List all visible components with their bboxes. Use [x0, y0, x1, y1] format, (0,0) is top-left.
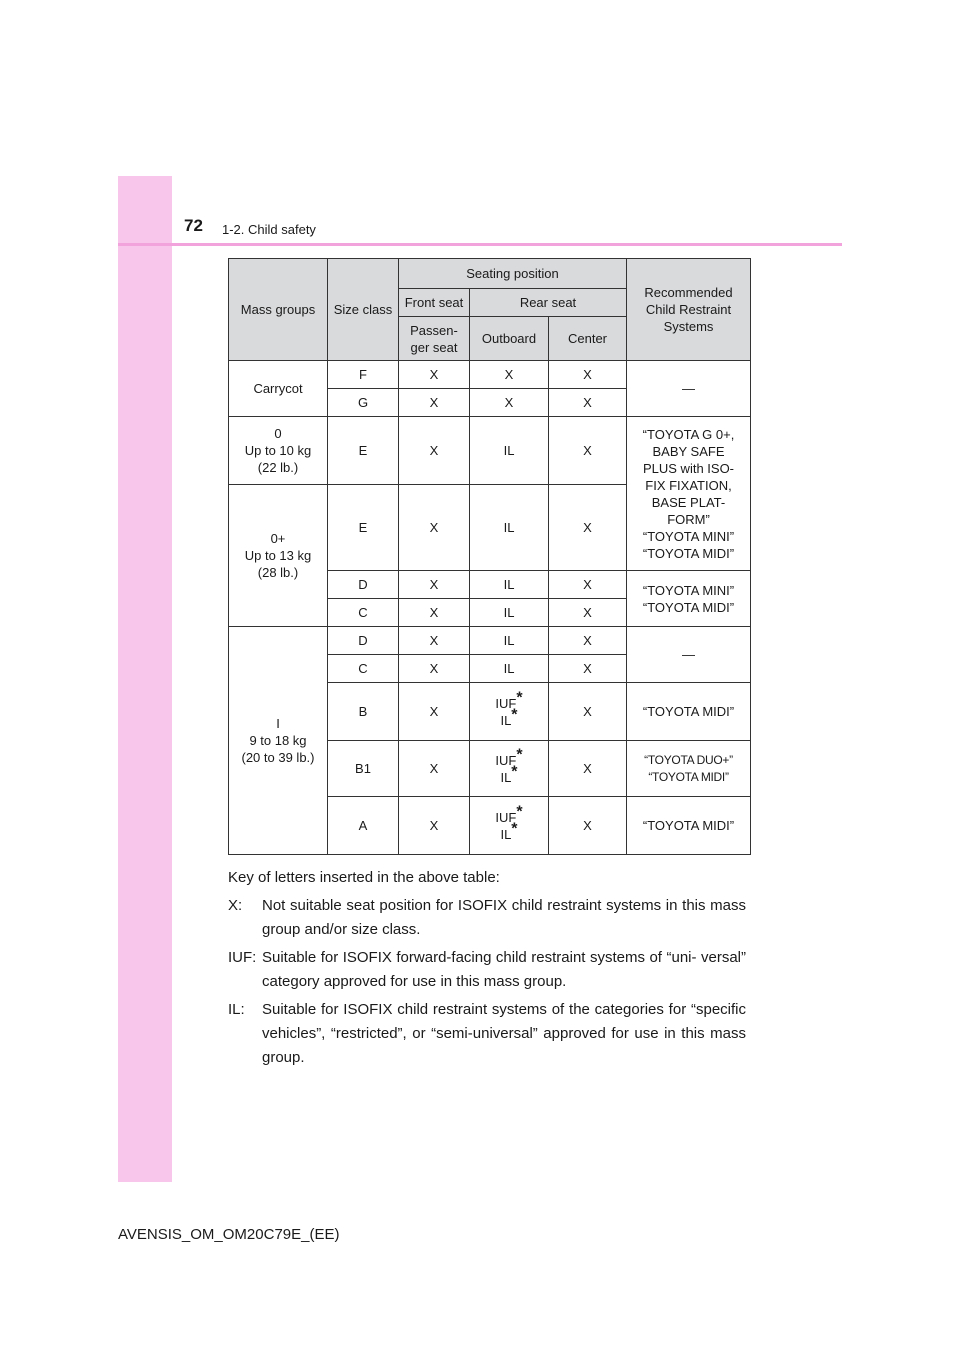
key-section: [228, 866, 746, 1070]
code-iuf: IUF: [495, 695, 517, 711]
outboard-cell: [470, 683, 549, 741]
outboard-cell: [470, 797, 549, 855]
table-row: [229, 361, 751, 389]
center-cell: X: [549, 571, 627, 599]
front-cell: X: [399, 683, 470, 741]
group-1: [229, 627, 328, 855]
outboard-cell: X: [470, 389, 549, 417]
center-cell: X: [549, 389, 627, 417]
key-desc: Suitable for ISOFIX child restraint systems of the categories for “specific vehicles”, “restricted”, or “semi-universal” approved for use in this mass group.: [262, 1001, 746, 1066]
group-0: [229, 417, 328, 485]
recommended-infant: [627, 417, 751, 571]
document-code: AVENSIS_OM_OM20C79E_(EE): [118, 1226, 340, 1243]
outboard-cell: X: [470, 361, 549, 389]
asterisk-mark: *: [516, 689, 523, 707]
center-cell: X: [549, 627, 627, 655]
recommended-a: “TOYOTA MIDI”: [627, 797, 751, 855]
recommended-line: “TOYOTA MINI”: [642, 582, 735, 598]
key-desc: Suitable for ISOFIX forward-facing child restraint systems of “uni- versal” category approved for use in this mass group.: [262, 949, 746, 990]
header-rule: [118, 243, 842, 246]
size-cell: A: [328, 797, 399, 855]
key-abbr: IL:: [228, 1001, 245, 1018]
key-abbr: IUF:: [228, 949, 257, 966]
size-cell: E: [328, 417, 399, 485]
key-desc: Not suitable seat position for ISOFIX child restraint systems in this mass group and/or size class.: [262, 897, 746, 938]
table-row: [229, 417, 751, 485]
front-cell: X: [399, 361, 470, 389]
size-cell: E: [328, 485, 399, 571]
group-carrycot: Carrycot: [229, 361, 328, 417]
header-outboard: Outboard: [470, 317, 549, 361]
recommended-line: PLUS with ISO-: [642, 460, 735, 476]
size-cell: C: [328, 599, 399, 627]
front-cell: X: [399, 627, 470, 655]
code-iuf: IUF: [495, 752, 517, 768]
code-il: IL: [500, 712, 512, 728]
code-iuf: IUF: [495, 809, 517, 825]
outboard-cell: IL: [470, 655, 549, 683]
recommended-line: “TOYOTA DUO+”: [644, 752, 733, 767]
header-mass-groups: Mass groups: [229, 259, 328, 361]
front-cell: X: [399, 599, 470, 627]
recommended-carrycot: —: [627, 361, 751, 417]
header-passenger-seat: Passen- ger seat: [399, 317, 470, 361]
isofix-table: [228, 258, 751, 855]
center-cell: X: [549, 797, 627, 855]
center-cell: X: [549, 655, 627, 683]
outboard-cell: IL: [470, 485, 549, 571]
front-cell: X: [399, 655, 470, 683]
key-item-il: [228, 998, 746, 1070]
group-0plus-name: 0+: [270, 531, 286, 546]
code-il: IL: [500, 826, 512, 842]
outboard-cell: IL: [470, 627, 549, 655]
header-rear-seat: Rear seat: [470, 289, 627, 317]
group-0plus-lb: (28 lb.): [257, 565, 299, 580]
code-il: IL: [500, 769, 512, 785]
header-recommended: Recommended Child Restraint Systems: [627, 259, 751, 361]
center-cell: X: [549, 485, 627, 571]
key-intro: Key of letters inserted in the above table:: [228, 869, 500, 886]
size-cell: D: [328, 627, 399, 655]
asterisk-mark: *: [511, 820, 518, 838]
section-title: 1-2. Child safety: [222, 222, 316, 237]
group-1-range: 9 to 18 kg: [249, 733, 307, 748]
front-cell: X: [399, 417, 470, 485]
center-cell: X: [549, 741, 627, 797]
outboard-cell: IL: [470, 599, 549, 627]
asterisk-mark: *: [516, 746, 523, 764]
recommended-line: BASE PLAT-: [651, 494, 726, 510]
recommended-line: “TOYOTA MINI”: [642, 528, 735, 544]
group-0plus-range: Up to 13 kg: [244, 548, 312, 563]
front-cell: X: [399, 389, 470, 417]
recommended-b: “TOYOTA MIDI”: [627, 683, 751, 741]
recommended-line: “TOYOTA G 0+,: [642, 426, 735, 442]
size-cell: D: [328, 571, 399, 599]
group-0-range: Up to 10 kg: [244, 443, 312, 458]
group-0-name: 0: [274, 426, 282, 441]
outboard-cell: IL: [470, 417, 549, 485]
recommended-line: “TOYOTA MIDI”: [642, 599, 735, 615]
center-cell: X: [549, 599, 627, 627]
size-cell: C: [328, 655, 399, 683]
asterisk-mark: *: [511, 763, 518, 781]
group-0plus: [229, 485, 328, 627]
size-cell: G: [328, 389, 399, 417]
key-abbr: X:: [228, 897, 243, 914]
group-1-name: I: [276, 716, 280, 731]
header-seating-position: Seating position: [399, 259, 627, 289]
asterisk-mark: *: [511, 706, 518, 724]
recommended-line: “TOYOTA MIDI”: [642, 545, 735, 561]
outboard-cell: [470, 741, 549, 797]
key-item-iuf: [228, 946, 746, 994]
header-center: Center: [549, 317, 627, 361]
group-1-lb: (20 to 39 lb.): [241, 750, 315, 765]
table-row: [229, 627, 751, 655]
recommended-b1: [627, 741, 751, 797]
center-cell: X: [549, 361, 627, 389]
front-cell: X: [399, 485, 470, 571]
recommended-line: “TOYOTA MIDI”: [648, 769, 729, 784]
center-cell: X: [549, 417, 627, 485]
recommended-dc: [627, 571, 751, 627]
size-cell: B: [328, 683, 399, 741]
group-0-lb: (22 lb.): [257, 460, 299, 475]
size-cell: B1: [328, 741, 399, 797]
recommended-line: BABY SAFE: [652, 443, 725, 459]
front-cell: X: [399, 741, 470, 797]
center-cell: X: [549, 683, 627, 741]
recommended-line: FIX FIXATION,: [645, 477, 732, 493]
header-size-class: Size class: [328, 259, 399, 361]
key-item-x: [228, 894, 746, 942]
header-front-seat: Front seat: [399, 289, 470, 317]
outboard-cell: IL: [470, 571, 549, 599]
size-cell: F: [328, 361, 399, 389]
asterisk-mark: *: [516, 803, 523, 821]
page-number: 72: [184, 216, 203, 235]
front-cell: X: [399, 797, 470, 855]
recommended-group1-dc: —: [627, 627, 751, 683]
side-tab-band: [118, 176, 172, 1182]
recommended-line: FORM”: [667, 511, 710, 527]
front-cell: X: [399, 571, 470, 599]
